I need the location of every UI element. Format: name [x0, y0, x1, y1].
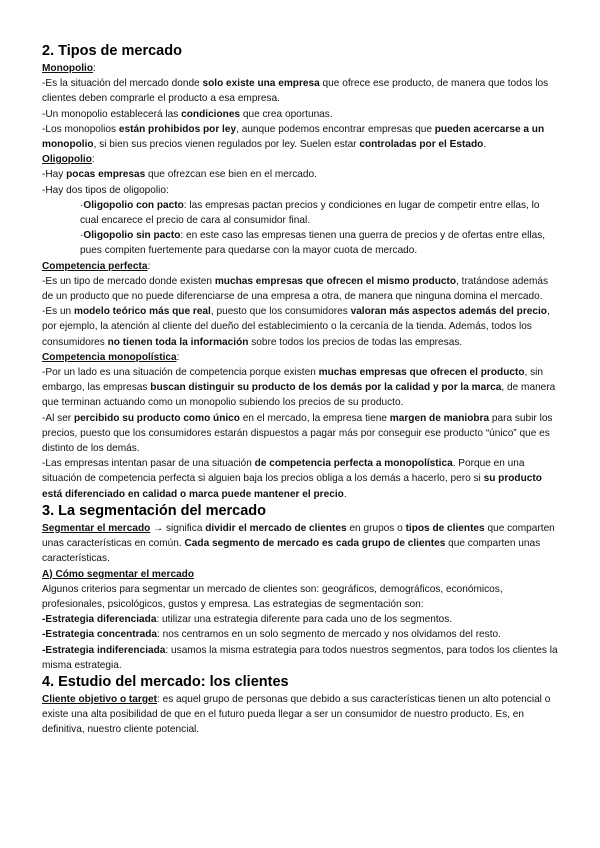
text-run: -Hay dos tipos de oligopolio:: [42, 184, 169, 196]
bold-text: -Estrategia indiferenciada: [42, 644, 166, 656]
underlined-term: Competencia perfecta: [42, 260, 148, 272]
subsection-label: [42, 350, 560, 365]
paragraph: [42, 76, 560, 106]
text-run: :: [91, 154, 95, 166]
text-run: , de manera que terminan actuando como un monopolio subiendo los precios de su producto.: [42, 382, 556, 409]
text-run: .: [343, 488, 347, 500]
bold-text: pueden acercarse a un monopolio: [42, 123, 545, 151]
subsection-label: [42, 567, 560, 582]
bold-text: no tienen toda la información: [107, 336, 249, 348]
paragraph: [42, 521, 560, 567]
text-run: → significa: [150, 522, 206, 534]
paragraph: [42, 612, 560, 627]
bold-text: controladas por el Estado: [359, 139, 484, 151]
text-run: en el mercado, la empresa tiene: [239, 412, 390, 424]
text-run: :: [93, 63, 96, 74]
text-run: para subir los precios, puesto que los consumidores estarán dispuestos a pagar más por conseguir ese producto “único” que es distinto de los demás.: [42, 412, 553, 455]
bold-text: tipos de clientes: [405, 522, 485, 534]
underlined-term: A) Cómo segmentar el mercado: [42, 568, 195, 580]
text-run: : las empresas pactan precios y condiciones en lugar de competir entre ellas, lo cual encarece el precio de cara al consumidor final.: [80, 199, 540, 227]
text-run: , puesto que los consumidores: [210, 306, 351, 318]
text-run: . Porque en una situación de competencia perfecta si alguien baja los precios obliga a los demás a hacerlo, pero si: [42, 458, 525, 485]
indented-paragraph: [42, 198, 560, 228]
text-run: -Las empresas intentan pasar de una situación: [42, 458, 255, 470]
text-run: : es aquel grupo de personas que debido a sus características tienen un alto potencial o existe una alta posibilidad de que en el futuro pueda llegar a ser un consumidor de nuestro producto. Es, en definitiva, nuestro cliente potencial.: [42, 693, 551, 736]
text-run: : utilizar una estrategia diferente para cada uno de los segmentos.: [156, 614, 453, 626]
text-run: sobre todos los precios de todas las empresas.: [248, 336, 463, 348]
paragraph: [42, 122, 560, 152]
text-run: -Los monopolios: [42, 123, 119, 135]
text-run: en grupos o: [346, 522, 406, 534]
paragraph: [42, 304, 560, 350]
paragraph: [42, 183, 560, 198]
text-run: ·: [80, 230, 84, 242]
paragraph: [42, 643, 560, 673]
text-run: que crea oportunas.: [240, 108, 333, 120]
text-run: -Hay: [42, 169, 67, 181]
text-run: , sin embargo, las empresas: [42, 367, 544, 394]
text-run: -Por un lado es una situación de competencia porque existen: [42, 367, 319, 379]
bold-text: Oligopolio con pacto: [83, 199, 184, 211]
text-run: : en este caso las empresas tienen una guerra de precios y de ofertas entre ellas, pues compiten fuertemente para quedarse con la mayor cuota de mercado.: [80, 230, 546, 257]
document-body: [42, 42, 560, 738]
bold-text: muchas empresas que ofrecen el producto: [318, 367, 525, 379]
underlined-term: Cliente objetivo o target: [42, 693, 157, 705]
bold-text: muchas empresas que ofrecen el mismo producto: [214, 275, 457, 287]
bold-text: de competencia perfecta a monopolística: [254, 458, 453, 470]
bold-text: modelo teórico más que real: [73, 306, 211, 318]
underlined-term: Monopolio: [42, 63, 94, 74]
indented-paragraph: [42, 228, 560, 258]
bold-text: margen de maniobra: [389, 412, 490, 424]
paragraph: [42, 627, 560, 642]
subsection-label: [42, 61, 560, 76]
text-run: que ofrezcan ese bien en el mercado.: [145, 169, 317, 181]
text-run: -Es un tipo de mercado donde existen: [42, 275, 215, 287]
text-run: : nos centramos en un solo segmento de mercado y nos olvidamos del resto.: [157, 629, 501, 641]
text-run: Algunos criterios para segmentar un mercado de clientes son: geográficos, demográficos, económicos, profesionales, psicológicos, gustos y empresa. Las estrategias de segmentación son:: [42, 583, 503, 610]
section-heading: 3. La segmentación del mercado: [42, 502, 267, 519]
text-run: , tratándose además de un producto que no puede diferenciarse de una empresa a otra, de manera que ninguna domina el mercado.: [42, 275, 549, 303]
text-run: ·: [80, 199, 84, 211]
subsection-label: [42, 259, 560, 274]
underlined-term: Segmentar el mercado: [42, 522, 151, 534]
bold-text: solo existe una empresa: [202, 78, 320, 90]
bold-text: -Estrategia diferenciada: [42, 614, 157, 626]
paragraph: [42, 411, 560, 457]
section-heading: 2. Tipos de mercado: [42, 43, 182, 59]
text-run: -Un monopolio establecerá las: [42, 108, 182, 120]
text-run: -Al ser: [42, 412, 74, 424]
bold-text: pocas empresas: [66, 169, 146, 181]
bold-text: están prohibidos por ley: [118, 123, 237, 135]
bold-text: condiciones: [181, 108, 241, 120]
text-run: : usamos la misma estrategia para todos nuestros segmentos, para todos los clientes la misma estrategia.: [42, 644, 558, 671]
bold-text: Cada segmento de mercado es cada grupo de clientes: [184, 538, 446, 550]
bold-text: Oligopolio sin pacto: [83, 230, 181, 242]
text-run: :: [176, 351, 180, 363]
underlined-term: Competencia monopolística: [42, 351, 177, 363]
underlined-term: Oligopolio: [42, 154, 92, 166]
bold-text: -Estrategia concentrada: [42, 629, 157, 641]
bold-text: buscan distinguir su producto de los demás por la calidad y por la marca: [150, 382, 502, 394]
paragraph: [42, 274, 560, 304]
bold-text: su producto está diferenciado en calidad o marca puede mantener el precio: [42, 473, 542, 500]
paragraph: [42, 582, 560, 612]
text-run: -Es la situación del mercado donde: [42, 78, 203, 90]
text-run: :: [147, 260, 151, 272]
paragraph: [42, 365, 560, 411]
bold-text: valoran más aspectos además del precio: [350, 306, 547, 318]
text-run: , si bien sus precios vienen regulados por ley. Suelen estar: [93, 139, 360, 151]
text-run: .: [483, 139, 487, 151]
text-run: , aunque podemos encontrar empresas que: [236, 123, 435, 135]
paragraph: [42, 167, 560, 182]
bold-text: dividir el mercado de clientes: [205, 522, 347, 534]
text-run: que ofrece ese producto, de manera que todos los clientes deben comprarle el producto a esa empresa.: [42, 78, 549, 105]
text-run: que comparten unas características.: [42, 538, 541, 565]
paragraph: [42, 456, 560, 502]
section-heading: 4. Estudio del mercado: los clientes: [42, 673, 289, 690]
paragraph: [42, 692, 560, 738]
subsection-label: [42, 152, 560, 167]
text-run: que comparten unas características en común.: [42, 522, 555, 550]
bold-text: percibido su producto como único: [73, 412, 240, 424]
text-run: , por ejemplo, la atención al cliente del dueño del establecimiento o la cercanía de la tienda. Además, todos los consumidores: [42, 306, 550, 348]
paragraph: [42, 107, 560, 122]
text-run: -Es un: [42, 306, 74, 318]
